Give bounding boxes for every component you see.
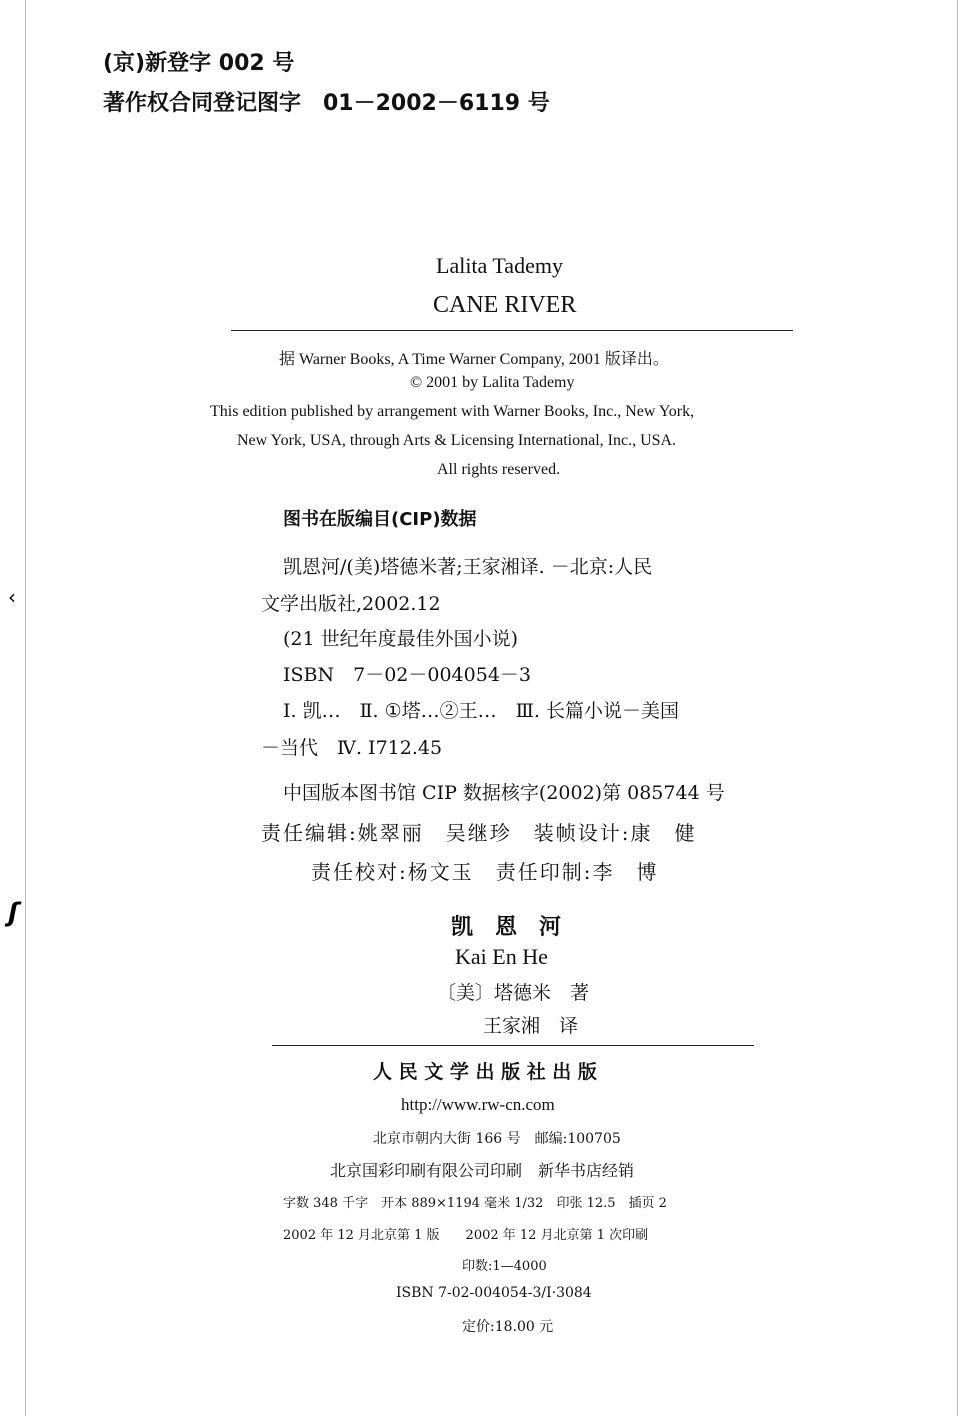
cip-line: －当代 Ⅳ. I712.45: [261, 737, 443, 759]
publisher-address: 北京市朝内大街 166 号 邮编:100705: [373, 1131, 621, 1147]
cip-line: 文学出版社,2002.12: [261, 593, 441, 615]
book-translator: 王家湘 译: [483, 1015, 579, 1037]
cip-record-number: 中国版本图书馆 CIP 数据核字(2002)第 085744 号: [283, 782, 725, 804]
scan-mark: ʃ: [8, 898, 19, 928]
colophon-isbn: ISBN 7-02-004054-3/I·3084: [396, 1285, 592, 1301]
source-edition-note: 据 Warner Books, A Time Warner Company, 2001 版译出。: [279, 351, 669, 368]
edition-info: 2002 年 12 月北京第 1 版 2002 年 12 月北京第 1 次印刷: [283, 1228, 649, 1243]
book-specs: 字数 348 千字 开本 889×1194 毫米 1/32 印张 12.5 插页 2: [283, 1196, 667, 1211]
printer-distributor: 北京国彩印刷有限公司印刷 新华书店经销: [330, 1161, 635, 1180]
price: 定价:18.00 元: [462, 1319, 554, 1335]
arrangement-note: New York, USA, through Arts & Licensing International, Inc., USA.: [237, 432, 677, 449]
copyright-notice: © 2001 by Lalita Tademy: [410, 374, 575, 391]
publisher-url: http://www.rw-cn.com: [401, 1095, 555, 1114]
cip-line: (21 世纪年度最佳外国小说): [283, 628, 519, 650]
divider: [231, 330, 793, 331]
book-title-pinyin: Kai En He: [455, 944, 548, 969]
left-scan-edge: [25, 0, 26, 1416]
original-title: CANE RIVER: [433, 292, 577, 318]
arrangement-note: This edition published by arrangement with Warner Books, Inc., New York,: [210, 403, 695, 420]
cip-heading: 图书在版编目(CIP)数据: [283, 509, 477, 530]
original-author: Lalita Tademy: [436, 253, 563, 278]
cip-line: 凯恩河/(美)塔德米著;王家湘译. －北京:人民: [283, 556, 653, 578]
print-run: 印数:1—4000: [462, 1259, 547, 1274]
divider: [272, 1045, 754, 1046]
publisher-name: 人 民 文 学 出 版 社 出 版: [373, 1061, 597, 1083]
cip-isbn: ISBN 7－02－004054－3: [283, 664, 531, 686]
rights-reserved: All rights reserved.: [437, 461, 561, 478]
editors-line: 责任编辑:姚翠丽 吴继珍 装帧设计:康 健: [261, 821, 697, 845]
right-scan-edge: [957, 0, 958, 1416]
copyright-contract-registration: 著作权合同登记图字 01－2002－6119 号: [103, 91, 550, 116]
proofreader-line: 责任校对:杨文玉 责任印制:李 博: [311, 860, 659, 884]
book-title-cn: 凯 恩 河: [451, 915, 562, 940]
cip-line: Ⅰ. 凯… Ⅱ. ①塔…②王… Ⅲ. 长篇小说－美国: [283, 700, 680, 722]
registration-line: (京)新登字 002 号: [103, 51, 295, 76]
scan-mark: ‹: [8, 585, 16, 609]
book-author: 〔美〕塔德米 著: [437, 982, 590, 1004]
